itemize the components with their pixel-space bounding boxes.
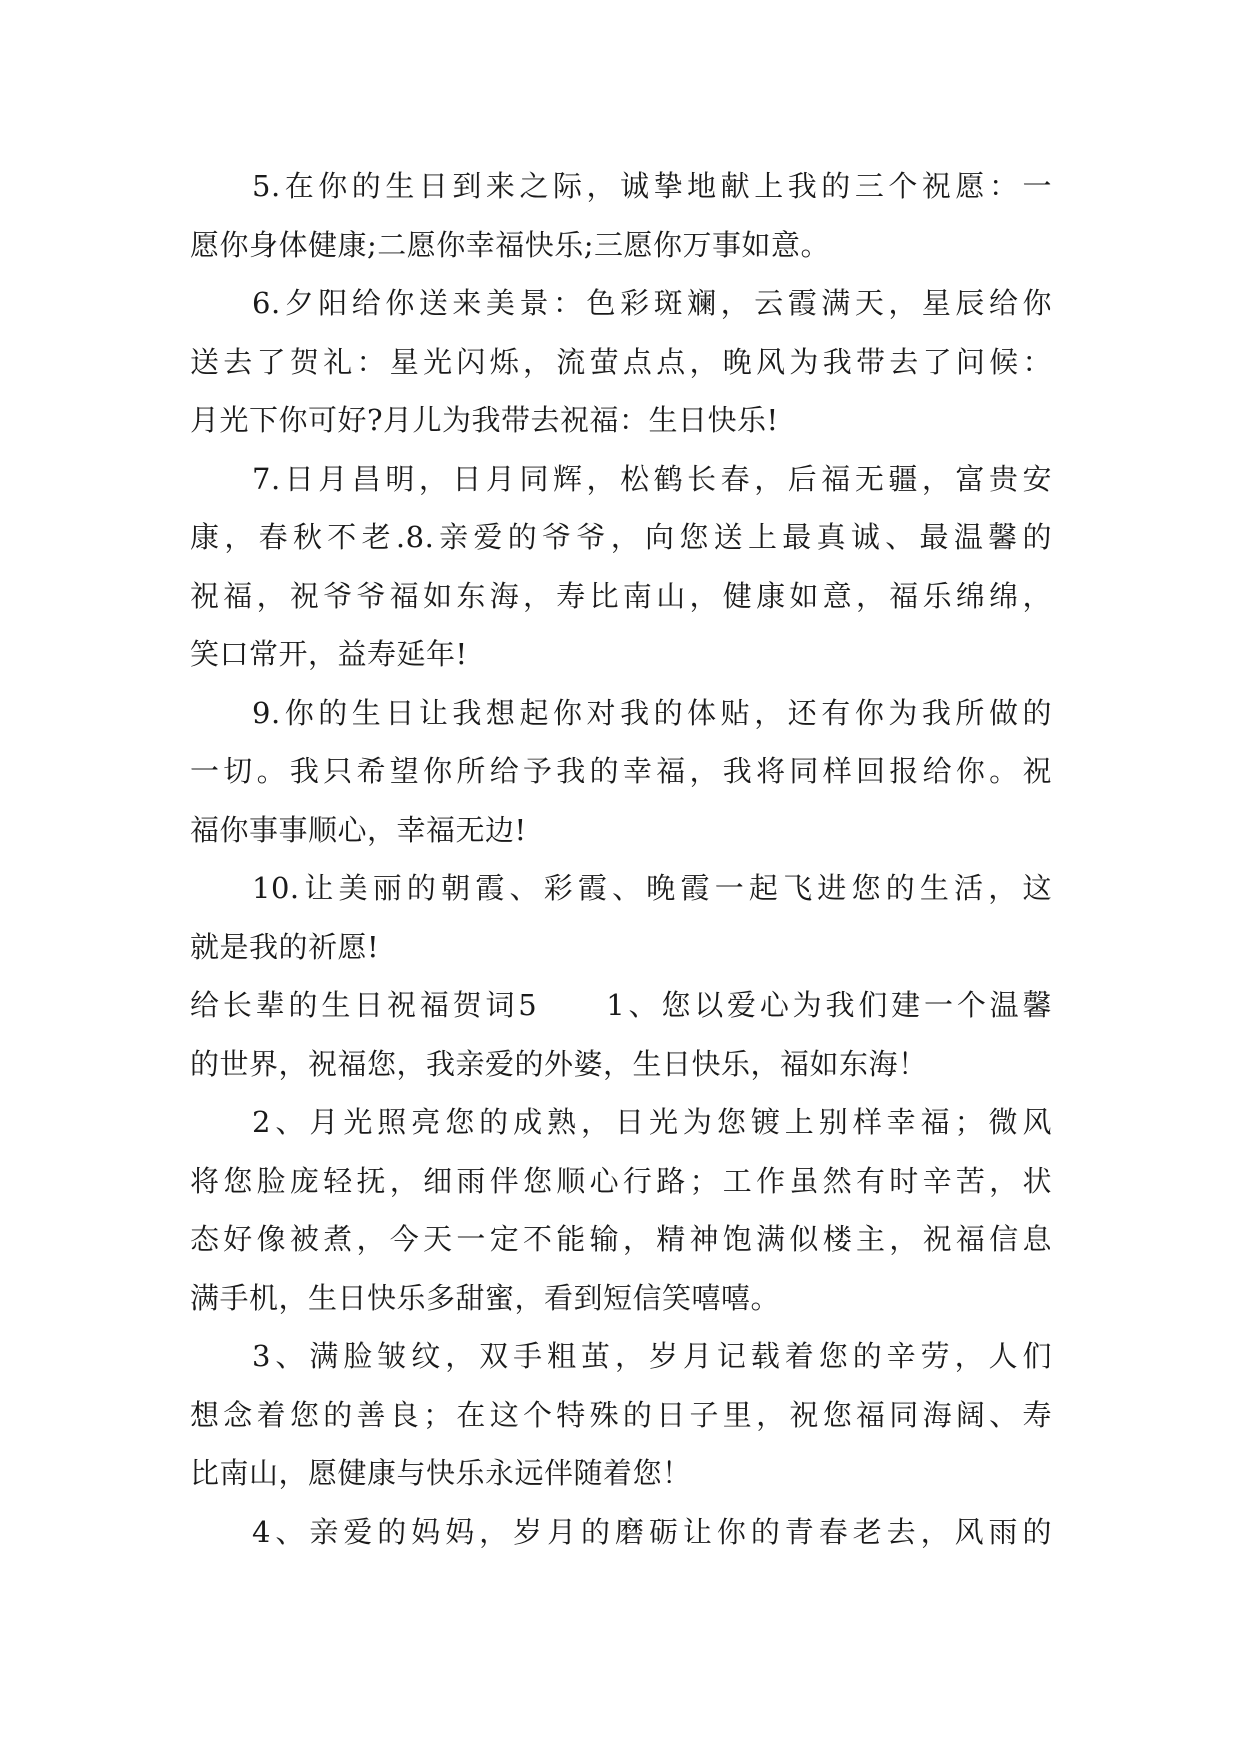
- text-line: 笑口常开，益寿延年!: [190, 637, 468, 671]
- text-line: 愿你身体健康;二愿你幸福快乐;三愿你万事如意。: [190, 227, 831, 262]
- text-line: 7.日月昌明，日月同辉，松鹤长春，后福无疆，富贵安: [252, 461, 1052, 496]
- text-line: 态好像被煮，今天一定不能输，精神饱满似楼主，祝福信息: [190, 1222, 1052, 1256]
- text-line: 康，春秋不老.8.亲爱的爷爷，向您送上最真诚、最温馨的: [190, 520, 1052, 554]
- text-line: 10.让美丽的朝霞、彩霞、晚霞一起飞进您的生活，这: [252, 871, 1052, 905]
- text-line: 想念着您的善良；在这个特殊的日子里，祝您福同海阔、寿: [190, 1397, 1052, 1432]
- text-line: 一切。我只希望你所给予我的幸福，我将同样回报给你。祝: [190, 754, 1052, 788]
- text-line: 就是我的祈愿!: [190, 929, 380, 964]
- text-line: 将您脸庞轻抚，细雨伴您顺心行路；工作虽然有时辛苦，状: [190, 1163, 1052, 1198]
- text-line: 月光下你可好?月儿为我带去祝福：生日快乐!: [190, 403, 779, 437]
- text-line: 的世界，祝福您，我亲爱的外婆，生日快乐，福如东海！: [190, 1046, 928, 1081]
- text-line: 3、满脸皱纹，双手粗茧，岁月记载着您的辛劳，人们: [252, 1339, 1052, 1373]
- text-line: 祝福，祝爷爷福如东海，寿比南山，健康如意，福乐绵绵，: [190, 578, 1052, 613]
- section-heading-line: 给长辈的生日祝福贺词5 1、您以爱心为我们建一个温馨: [190, 988, 1052, 1022]
- text-line: 4、亲爱的妈妈，岁月的磨砺让你的青春老去，风雨的: [252, 1514, 1052, 1549]
- text-line: 比南山，愿健康与快乐永远伴随着您！: [190, 1456, 692, 1490]
- text-line: 2、月光照亮您的成熟，日光为您镀上别样幸福；微风: [252, 1105, 1052, 1139]
- text-line: 福你事事顺心，幸福无边!: [190, 812, 527, 847]
- text-line: 送去了贺礼：星光闪烁，流萤点点，晚风为我带去了问候：: [190, 344, 1052, 379]
- text-line: 5.在你的生日到来之际，诚挚地献上我的三个祝愿：一: [252, 169, 1052, 203]
- document-body: [190, 157, 1052, 1561]
- text-line: 满手机，生日快乐多甜蜜，看到短信笑嘻嘻。: [190, 1280, 781, 1315]
- text-line: 6.夕阳给你送来美景：色彩斑斓，云霞满天，星辰给你: [252, 286, 1052, 320]
- text-line: 9.你的生日让我想起你对我的体贴，还有你为我所做的: [252, 695, 1052, 730]
